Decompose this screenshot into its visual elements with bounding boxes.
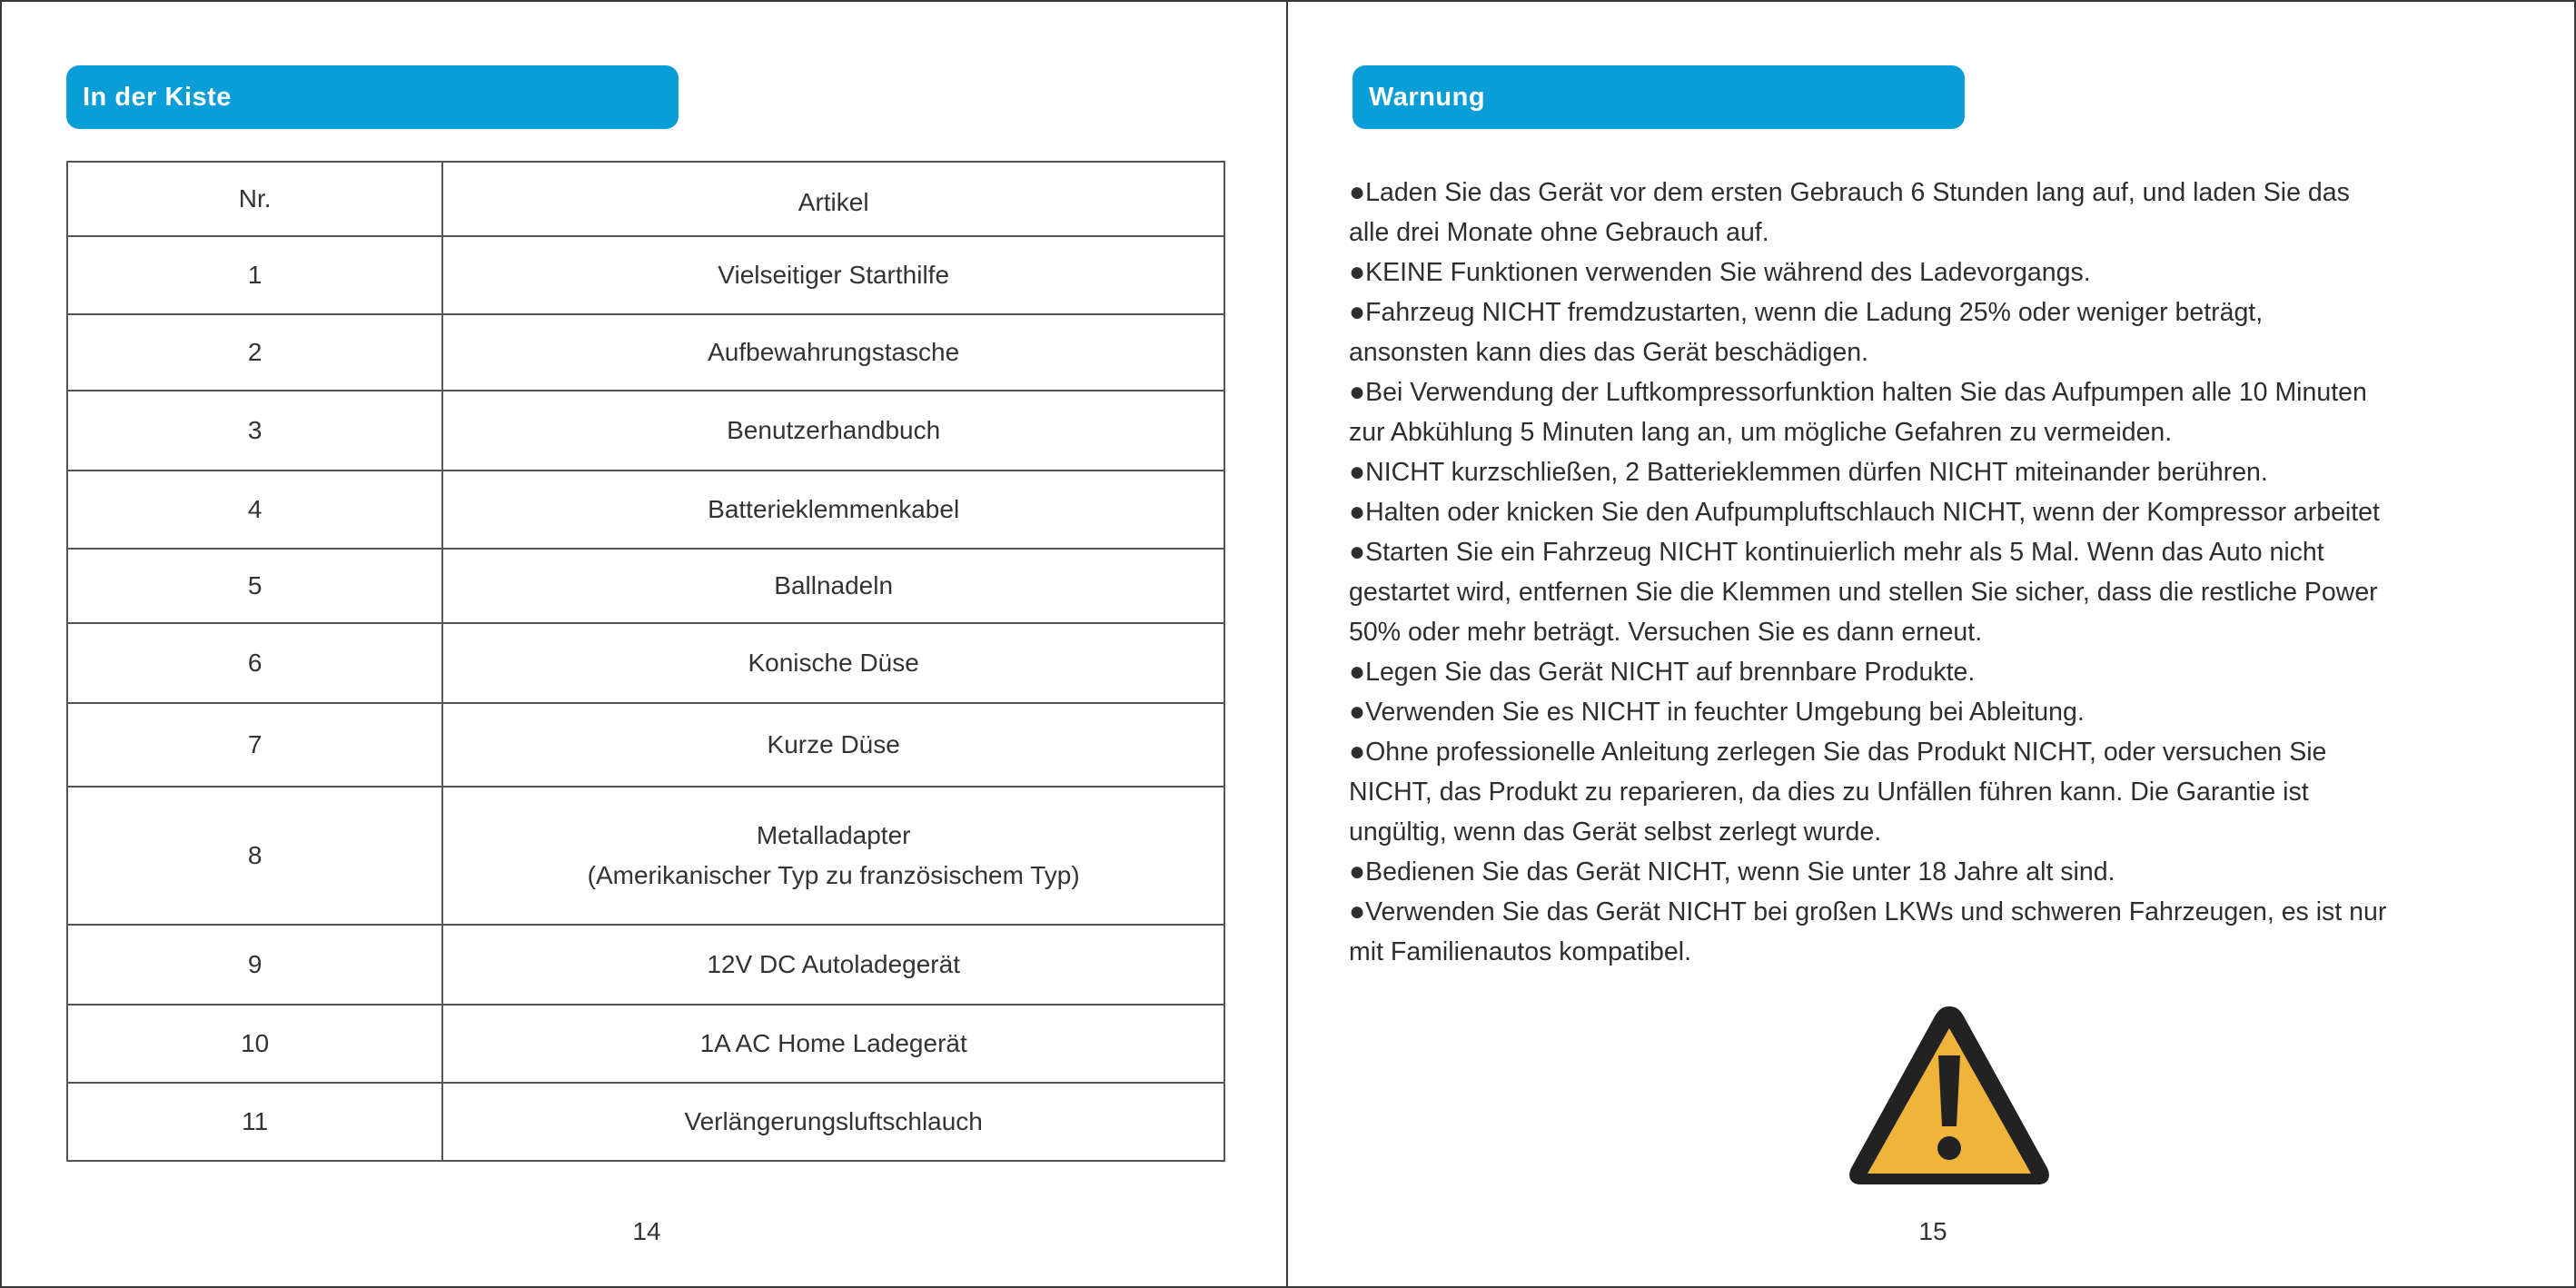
item-name: Konische Düse	[442, 623, 1224, 703]
warning-text: Starten Sie ein Fahrzeug NICHT kontinuierlich mehr als 5 Mal. Wenn das Auto nicht	[1365, 538, 2324, 567]
contents-table	[66, 161, 1225, 1162]
bullet-icon: ●	[1349, 177, 1366, 207]
warning-text: Legen Sie das Gerät NICHT auf brennbare Produkte.	[1365, 658, 1976, 687]
table-row	[67, 391, 1224, 471]
item-name: Vielseitiger Starthilfe	[442, 236, 1224, 314]
warning-item	[1349, 452, 2530, 492]
warning-line	[1349, 173, 2530, 213]
warning-text: zur Abkühlung 5 Minuten lang an, um mögliche Gefahren zu vermeiden.	[1349, 418, 2173, 447]
page-number-right: 15	[1918, 1217, 1947, 1245]
warning-item	[1349, 852, 2530, 892]
warning-text: 50% oder mehr beträgt. Versuchen Sie es dann erneut.	[1349, 618, 1983, 647]
warning-line	[1349, 772, 2530, 812]
warning-line	[1349, 452, 2530, 492]
warning-text: Bedienen Sie das Gerät NICHT, wenn Sie unter 18 Jahre alt sind.	[1365, 857, 2115, 887]
item-number: 9	[67, 925, 442, 1005]
page-number-left: 14	[632, 1217, 661, 1245]
bullet-icon: ●	[1349, 457, 1366, 487]
warning-line	[1349, 412, 2530, 452]
bullet-icon: ●	[1349, 857, 1366, 887]
warning-text: Verwenden Sie es NICHT in feuchter Umgebung bei Ableitung.	[1365, 698, 2085, 727]
warning-text: ungültig, wenn das Gerät selbst zerlegt wurde.	[1349, 817, 1882, 847]
table-row	[67, 236, 1224, 314]
bullet-icon: ●	[1349, 657, 1366, 687]
bullet-icon: ●	[1349, 537, 1366, 567]
bullet-icon: ●	[1349, 257, 1366, 287]
item-number: 10	[67, 1005, 442, 1083]
table-row	[67, 471, 1224, 549]
warning-item	[1349, 692, 2530, 732]
item-name	[442, 787, 1224, 925]
item-number: 3	[67, 391, 442, 471]
column-header-artikel: Artikel	[442, 162, 1224, 236]
table-row	[67, 787, 1224, 925]
warning-line	[1349, 612, 2530, 652]
table-row	[67, 1005, 1224, 1083]
warning-line	[1349, 372, 2530, 412]
bullet-icon: ●	[1349, 897, 1366, 926]
warning-item	[1349, 892, 2530, 972]
item-name: Aufbewahrungstasche	[442, 314, 1224, 391]
item-number: 4	[67, 471, 442, 549]
right-page	[1288, 2, 2574, 1286]
item-number: 2	[67, 314, 442, 391]
warning-line	[1349, 292, 2530, 332]
item-name: Batterieklemmenkabel	[442, 471, 1224, 549]
warning-line	[1349, 692, 2530, 732]
warning-text: mit Familienautos kompatibel.	[1349, 937, 1691, 966]
bullet-icon: ●	[1349, 297, 1366, 327]
warning-line	[1349, 932, 2530, 972]
bullet-icon: ●	[1349, 697, 1366, 727]
warning-text: Verwenden Sie das Gerät NICHT bei großen LKWs und schweren Fahrzeugen, es ist nur	[1365, 897, 2387, 926]
item-name: Verlängerungsluftschlauch	[442, 1083, 1224, 1161]
table-row	[67, 703, 1224, 787]
table-row	[67, 623, 1224, 703]
item-name: 12V DC Autoladegerät	[442, 925, 1224, 1005]
item-name: Ballnadeln	[442, 549, 1224, 623]
warning-item	[1349, 253, 2530, 292]
table-header-row	[67, 162, 1224, 236]
warning-item	[1349, 732, 2530, 852]
column-header-nr: Nr.	[67, 162, 442, 236]
bullet-icon: ●	[1349, 737, 1366, 767]
warning-line	[1349, 532, 2530, 572]
item-number: 11	[67, 1083, 442, 1161]
warning-text: gestartet wird, entfernen Sie die Klemmen und stellen Sie sicher, dass die restliche Power	[1349, 578, 2378, 607]
item-name: Kurze Düse	[442, 703, 1224, 787]
warning-line	[1349, 572, 2530, 612]
warning-item	[1349, 372, 2530, 452]
warning-line	[1349, 852, 2530, 892]
item-number: 5	[67, 549, 442, 623]
warning-line	[1349, 332, 2530, 372]
item-name: 1A AC Home Ladegerät	[442, 1005, 1224, 1083]
item-number: 8	[67, 787, 442, 925]
warning-line	[1349, 892, 2530, 932]
warning-text: KEINE Funktionen verwenden Sie während des Ladevorgangs.	[1365, 258, 2091, 287]
warning-item	[1349, 292, 2530, 372]
warning-line	[1349, 652, 2530, 692]
item-name-line: Metalladapter	[756, 821, 911, 849]
warning-text: Bei Verwendung der Luftkompressorfunktion halten Sie das Aufpumpen alle 10 Minuten	[1365, 378, 2367, 407]
warning-text: Fahrzeug NICHT fremdzustarten, wenn die Ladung 25% oder weniger beträgt,	[1365, 298, 2264, 327]
warning-line	[1349, 812, 2530, 852]
table-row	[67, 314, 1224, 391]
warning-line	[1349, 213, 2530, 253]
left-page	[2, 2, 1286, 1286]
warning-text: NICHT, das Produkt zu reparieren, da dies zu Unfällen führen kann. Die Garantie ist	[1349, 778, 2309, 807]
warning-line	[1349, 492, 2530, 532]
warning-text: Laden Sie das Gerät vor dem ersten Gebrauch 6 Stunden lang auf, und laden Sie das	[1365, 178, 2350, 207]
bullet-icon: ●	[1349, 377, 1366, 407]
warning-text: NICHT kurzschließen, 2 Batterieklemmen dürfen NICHT miteinander berühren.	[1365, 458, 2268, 487]
warning-text: ansonsten kann dies das Gerät beschädigen.	[1349, 338, 1868, 367]
table-row	[67, 549, 1224, 623]
warning-list	[1349, 173, 2530, 972]
item-number: 7	[67, 703, 442, 787]
item-name: Benutzerhandbuch	[442, 391, 1224, 471]
table-row	[67, 1083, 1224, 1161]
item-name-line: (Amerikanischer Typ zu französischem Typ)	[587, 861, 1080, 889]
warning-text: Ohne professionelle Anleitung zerlegen Sie das Produkt NICHT, oder versuchen Sie	[1365, 738, 2327, 767]
section-banner-warnung: Warnung	[1352, 65, 1965, 129]
warning-item	[1349, 492, 2530, 532]
warning-text: alle drei Monate ohne Gebrauch auf.	[1349, 218, 1769, 247]
item-number: 6	[67, 623, 442, 703]
table-row	[67, 925, 1224, 1005]
bullet-icon: ●	[1349, 497, 1366, 527]
warning-text: Halten oder knicken Sie den Aufpumpluftschlauch NICHT, wenn der Kompressor arbeitet	[1365, 498, 2380, 527]
warning-item	[1349, 173, 2530, 253]
warning-line	[1349, 732, 2530, 772]
section-banner-in-der-kiste: In der Kiste	[66, 65, 679, 129]
warning-item	[1349, 532, 2530, 652]
warning-item	[1349, 652, 2530, 692]
warning-triangle-icon	[1844, 999, 2055, 1190]
warning-line	[1349, 253, 2530, 292]
item-number: 1	[67, 236, 442, 314]
